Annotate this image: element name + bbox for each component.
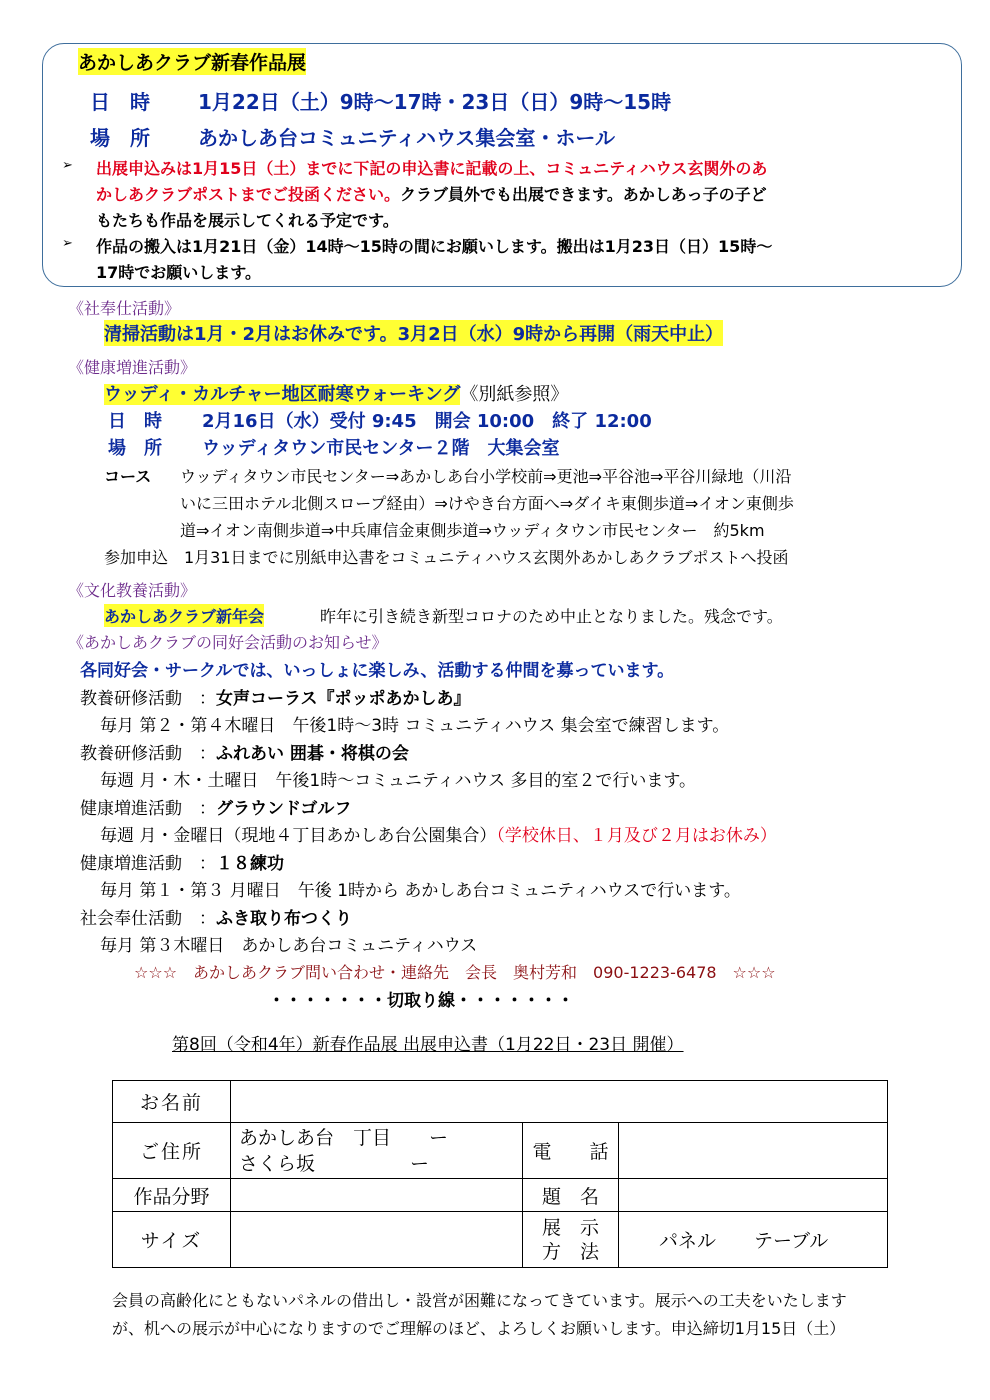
course-line1: ウッディタウン市民センター⇒あかしあ台小学校前⇒更池⇒平谷池⇒平谷川緑地（川沿 <box>180 467 792 486</box>
address-line2: さくら坂 ー <box>239 1152 430 1175</box>
exhibit-title: あかしあクラブ新春作品展 <box>78 48 306 75</box>
size-input[interactable] <box>231 1212 523 1268</box>
application-form-table <box>112 1080 888 1268</box>
culture-title: あかしあクラブ新年会 <box>104 604 264 627</box>
form-note-line1: 会員の高齢化にともないパネルの借出し・設営が困難になってきています。展示への工夫をいたします <box>112 1291 847 1310</box>
size-label: サイズ <box>113 1212 231 1268</box>
club-category: 教養研修活動 ： <box>80 744 216 764</box>
method-label-line2: 方 法 <box>541 1240 599 1263</box>
health-apply: 参加申込 1月31日までに別紙申込書をコミュニティハウス玄関外あかしあクラブポストへ投函 <box>104 548 789 567</box>
club-name: 女声コーラス『ポッポあかしあ』 <box>216 689 471 709</box>
course-line3: 道⇒イオン南側歩道⇒中兵庫信金東側歩道⇒ウッディタウン市民センター 約5km <box>180 521 765 540</box>
club-detail: 毎週 月・金曜日（現地４丁目あかしあ台公園集合） <box>100 826 497 846</box>
exhibit-bullet1-line3: もたちも作品を展示してくれる予定です。 <box>96 211 399 230</box>
club-item-1-detail: 毎月 第２・第４木曜日 午後1時〜3時 コミュニティハウス 集会室で練習します。 <box>100 716 730 736</box>
address-field[interactable] <box>231 1123 523 1179</box>
social-text: 清掃活動は1月・2月はお休みです。3月2日（水）9時から再開（雨天中止） <box>104 320 723 346</box>
phone-field[interactable] <box>619 1123 888 1179</box>
club-name: ふれあい 囲碁・将棋の会 <box>216 744 409 764</box>
club-item-3-heading <box>80 794 351 819</box>
exhibit-bullet2-line1: 作品の搬入は1月21日（金）14時〜15時の間にお願いします。搬出は1月23日（日）15時〜 <box>96 237 773 256</box>
social-header: 《社奉仕活動》 <box>68 299 181 318</box>
club-category: 教養研修活動 ： <box>80 689 216 709</box>
address-line1: あかしあ台 丁目 ー <box>239 1126 449 1149</box>
club-category: 健康増進活動 ： <box>80 799 216 819</box>
club-category: 健康増進活動 ： <box>80 854 216 874</box>
health-title-note: 《別紙参照》 <box>460 384 569 405</box>
club-item-2-detail: 毎週 月・木・土曜日 午後1時〜コミュニティハウス 多目的室２で行います。 <box>100 771 697 791</box>
health-datetime-value: 2月16日（水）受付 9:45 開会 10:00 終了 12:00 <box>202 411 652 432</box>
exhibit-place-value: あかしあ台コミュニティハウス集会室・ホール <box>198 126 615 150</box>
course-label: コース <box>104 467 152 486</box>
exhibit-bullet1-line2 <box>96 182 767 205</box>
contact-line: ☆☆☆ あかしあクラブ問い合わせ・連絡先 会長 奥村芳和 090-1223-6478 ☆☆☆ <box>134 963 776 982</box>
culture-text: 昨年に引き続き新型コロナのため中止となりました。残念です。 <box>320 607 783 626</box>
form-row-size <box>113 1212 888 1268</box>
club-item-2-heading <box>80 739 409 764</box>
health-place-label: 場 所 <box>108 438 162 459</box>
clubs-intro: 各同好会・サークルでは、いっしょに楽しみ、活動する仲間を募っています。 <box>80 661 675 681</box>
health-place-value: ウッディタウン市民センター２階 大集会室 <box>202 438 560 459</box>
club-detail-red: （学校休日、１月及び２月はお休み） <box>496 826 777 846</box>
field-input[interactable] <box>231 1179 523 1212</box>
name-field[interactable] <box>231 1081 888 1123</box>
clubs-header: 《あかしあクラブの同好会活動のお知らせ》 <box>68 633 388 652</box>
title-input[interactable] <box>619 1179 888 1212</box>
form-row-name <box>113 1081 888 1123</box>
club-item-4-detail: 毎月 第１・第３ 月曜日 午後 1時から あかしあ台コミュニティハウスで行います。 <box>100 881 741 901</box>
exhibit-datetime-value: 1月22日（土）9時〜17時・23日（日）9時〜15時 <box>198 90 672 114</box>
method-label-line1: 展 示 <box>541 1216 599 1239</box>
exhibit-bullet1-line2-black: クラブ員外でも出展できます。あかしあっ子の子ど <box>400 185 767 204</box>
exhibit-bullet1-line2-red: かしあクラブポストまでご投函ください。 <box>96 185 401 204</box>
title-label: 題 名 <box>523 1179 619 1212</box>
culture-header: 《文化教養活動》 <box>68 581 197 600</box>
club-item-5-detail: 毎月 第３木曜日 あかしあ台コミュニティハウス <box>100 936 478 956</box>
field-label: 作品分野 <box>113 1179 231 1212</box>
club-name: ふき取り布つくり <box>216 909 352 929</box>
exhibit-place-label: 場 所 <box>90 126 150 150</box>
form-row-field <box>113 1179 888 1212</box>
course-line2: いに三田ホテル北側スロープ経由）⇒けやき台方面へ⇒ダイキ東側歩道⇒イオン東側歩 <box>180 494 794 513</box>
club-item-1-heading <box>80 684 471 709</box>
cut-line: ・・・・・・・切取り線・・・・・・・ <box>268 991 574 1011</box>
method-value[interactable]: パネル テーブル <box>619 1212 888 1268</box>
club-name: １８練功 <box>216 854 284 874</box>
club-item-4-heading <box>80 849 284 874</box>
bullet-icon: ➢ <box>62 236 73 251</box>
health-title: ウッディ・カルチャー地区耐寒ウォーキング <box>104 384 461 405</box>
club-item-5-heading <box>80 904 352 929</box>
name-label: お名前 <box>113 1081 231 1123</box>
health-title-line <box>104 380 568 406</box>
phone-label: 電 話 <box>523 1123 619 1179</box>
form-title: 第8回（令和4年）新春作品展 出展申込書（1月22日・23日 開催） <box>172 1035 684 1055</box>
form-note-line2: が、机への展示が中心になりますのでご理解のほど、よろしくお願いします。申込締切1月15日（土） <box>112 1319 846 1338</box>
address-label: ご住所 <box>113 1123 231 1179</box>
exhibit-bullet2-line2: 17時でお願いします。 <box>96 263 261 282</box>
bullet-icon: ➢ <box>62 158 73 173</box>
exhibit-datetime-label: 日 時 <box>90 90 150 114</box>
exhibit-bullet1-line1: 出展申込みは1月15日（土）までに下記の申込書に記載の上、コミュニティハウス玄関外のあ <box>96 159 768 178</box>
method-label <box>523 1212 619 1268</box>
club-category: 社会奉仕活動 ： <box>80 909 216 929</box>
club-item-3-detail <box>100 821 777 846</box>
health-datetime-label: 日 時 <box>108 411 162 432</box>
form-row-address <box>113 1123 888 1179</box>
club-name: グラウンドゴルフ <box>216 799 352 819</box>
health-header: 《健康増進活動》 <box>68 358 197 377</box>
